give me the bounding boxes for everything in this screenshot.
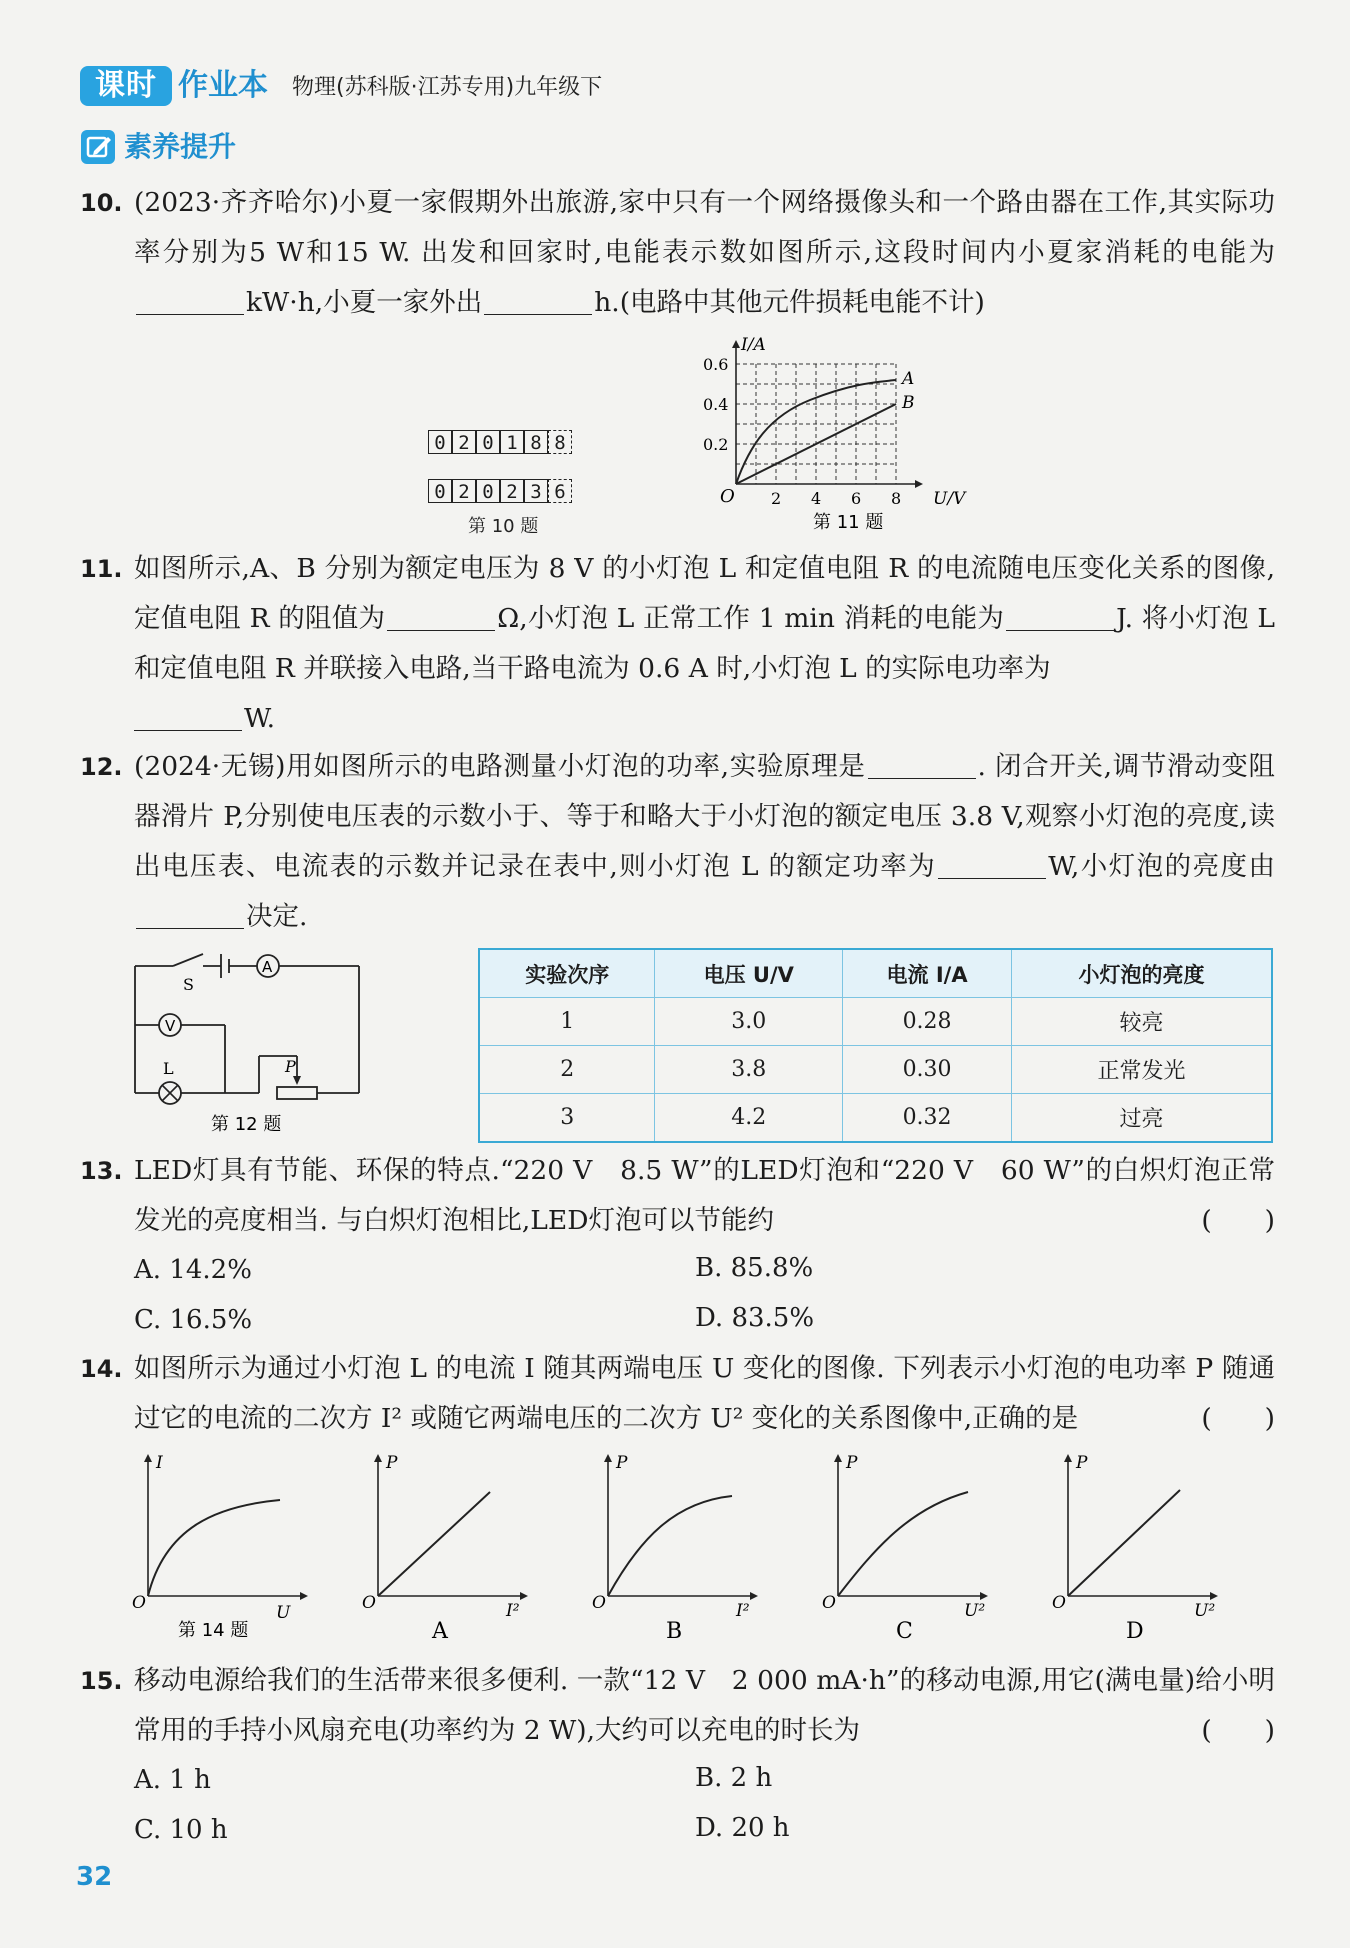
x-tick: 2 xyxy=(771,489,782,508)
question-12 xyxy=(80,742,1275,942)
column-header: 电压 U/V xyxy=(655,949,843,998)
meter-decimal-digit: 8 xyxy=(548,430,572,454)
column-header: 小灯泡的亮度 xyxy=(1012,949,1272,998)
answer-blank[interactable] xyxy=(136,288,244,315)
meter-digit: 2 xyxy=(452,479,476,503)
table-cell: 1 xyxy=(479,998,655,1046)
question-13 xyxy=(80,1146,1275,1246)
x-axis-label: I² xyxy=(736,1601,750,1621)
answer-blank[interactable] xyxy=(868,752,976,779)
question-text: (2023·齐齐哈尔)小夏一家假期外出旅游,家中只有一个网络摄像头和一个路由器在工作,其实际功率分别为5 W和15 W. 出发和回家时,电能表示数如图所示,这段时间内小夏家消耗的电能为 xyxy=(134,187,1275,268)
figure-caption: 第 12 题 xyxy=(211,1114,282,1135)
meter-digit: 2 xyxy=(452,430,476,454)
x-axis-label: U xyxy=(276,1603,291,1623)
answer-paren[interactable]: ( ) xyxy=(1201,1715,1275,1746)
option-a[interactable]: A. 1 h xyxy=(134,1765,211,1795)
question-10 xyxy=(80,178,1275,328)
option-c[interactable]: C. 16.5% xyxy=(134,1305,253,1335)
origin-label: O xyxy=(720,486,735,507)
question-number: 13. xyxy=(80,1157,123,1185)
answer-blank[interactable] xyxy=(938,852,1046,879)
answer-paren[interactable]: ( ) xyxy=(1201,1205,1275,1236)
option-b[interactable]: B. 85.8% xyxy=(695,1253,814,1283)
question-text: (2024·无锡)用如图所示的电路测量小灯泡的功率,实验原理是 xyxy=(134,751,866,782)
question-number: 14. xyxy=(80,1355,123,1383)
graph-option-d[interactable] xyxy=(1052,1453,1218,1644)
graph-iu xyxy=(132,1453,308,1641)
origin-label: O xyxy=(132,1593,146,1613)
column-header: 电流 I/A xyxy=(843,949,1012,998)
option-d[interactable]: D. 20 h xyxy=(695,1813,790,1843)
curve-a-label: A xyxy=(902,369,915,389)
origin-label: O xyxy=(362,1593,376,1613)
y-tick: 0.4 xyxy=(703,395,729,414)
meter-digit: 1 xyxy=(500,430,524,454)
brand-title: 作业本 xyxy=(178,68,268,103)
y-tick: 0.6 xyxy=(703,355,729,374)
voltmeter-label: V xyxy=(165,1017,176,1035)
meter-digit: 0 xyxy=(476,430,500,454)
table-cell: 3 xyxy=(479,1094,655,1143)
table-cell: 2 xyxy=(479,1046,655,1094)
figure-11 xyxy=(703,335,985,541)
graph-group xyxy=(120,1448,1270,1648)
x-axis-label: U/V xyxy=(933,489,966,509)
table-cell: 0.32 xyxy=(843,1094,1012,1143)
origin-label: O xyxy=(822,1593,836,1613)
question-text: LED灯具有节能、环保的特点.“220 V 8.5 W”的LED灯泡和“220 V 60 W”的白炽灯泡正常发光的亮度相当. 与白炽灯泡相比,LED灯泡可以节能约 xyxy=(134,1155,1275,1236)
answer-paren[interactable]: ( ) xyxy=(1201,1403,1275,1434)
x-axis-label: U² xyxy=(1194,1601,1216,1621)
answer-blank[interactable] xyxy=(136,902,244,929)
origin-label: O xyxy=(592,1593,606,1613)
section-title: 素养提升 xyxy=(124,130,237,163)
question-text: 如图所示,A、B 分别为额定电压为 8 V 的小灯泡 L 和定值电阻 R 的电流随电压变化关系的图像,定值电阻 R 的阻值为 xyxy=(134,553,1275,634)
table-row xyxy=(479,1094,1272,1143)
meter-digit: 0 xyxy=(476,479,500,503)
question-14 xyxy=(80,1344,1275,1444)
table-cell: 4.2 xyxy=(655,1094,843,1143)
book-subtitle: 物理(苏科版·江苏专用)九年级下 xyxy=(292,75,603,100)
x-tick: 4 xyxy=(811,489,822,508)
table-header-row xyxy=(479,949,1272,998)
option-d[interactable]: D. 83.5% xyxy=(695,1303,815,1333)
option-label: B xyxy=(666,1619,683,1644)
answer-blank[interactable] xyxy=(1006,604,1114,631)
lamp-label: L xyxy=(163,1059,174,1078)
logo-badge xyxy=(80,66,172,106)
question-text: h.(电路中其他元件损耗电能不计) xyxy=(594,287,985,318)
question-number: 10. xyxy=(80,189,123,217)
question-number: 12. xyxy=(80,753,123,781)
table-cell: 0.28 xyxy=(843,998,1012,1046)
option-label: A xyxy=(432,1619,448,1644)
table-cell: 较亮 xyxy=(1012,998,1272,1046)
switch-label: S xyxy=(183,975,194,994)
question-text: . 闭合开关,调节滑动变阻器滑片 P,分别使电压表的示数小于、等于和略大于小灯泡的额定电压 3.8 V,观察小灯泡的亮度,读出电压表、电流表的示数并记录在表中,则小灯泡 L 的额定功率为 xyxy=(134,751,1275,882)
slider-label: P xyxy=(285,1057,296,1076)
iv-graph xyxy=(703,335,985,541)
table-cell: 正常发光 xyxy=(1012,1046,1272,1094)
page-number: 32 xyxy=(76,1862,113,1892)
option-c[interactable]: C. 10 h xyxy=(134,1815,228,1845)
y-axis-label: P xyxy=(386,1453,398,1473)
logo-text: 课时 xyxy=(95,68,157,103)
figure-caption: 第 14 题 xyxy=(178,1620,249,1641)
energy-meter-figure xyxy=(428,428,588,538)
question-text: W. xyxy=(244,703,276,734)
x-axis-label: U² xyxy=(964,1601,986,1621)
option-a[interactable]: A. 14.2% xyxy=(134,1255,252,1285)
curve-b-label: B xyxy=(902,393,915,413)
y-axis-label: P xyxy=(1076,1453,1088,1473)
question-text: W,小灯泡的亮度由 xyxy=(1048,851,1275,882)
figure-caption: 第 10 题 xyxy=(468,516,539,537)
table-cell: 0.30 xyxy=(843,1046,1012,1094)
circuit-diagram xyxy=(125,948,375,1138)
answer-blank[interactable] xyxy=(134,704,242,731)
header xyxy=(80,64,980,110)
x-tick: 8 xyxy=(891,489,902,508)
column-header: 实验次序 xyxy=(479,949,655,998)
meter-digit: 3 xyxy=(524,479,548,503)
question-text: 如图所示为通过小灯泡 L 的电流 I 随其两端电压 U 变化的图像. 下列表示小灯泡的电功率 P 随通过它的电流的二次方 I² 或随它两端电压的二次方 U² 变化的关系图像中,正确的是 xyxy=(134,1353,1275,1434)
answer-blank[interactable] xyxy=(484,288,592,315)
question-text: 移动电源给我们的生活带来很多便利. 一款“12 V 2 000 mA·h”的移动电源,用它(满电量)给小明常用的手持小风扇充电(功率约为 2 W),大约可以充电的时长为 xyxy=(134,1665,1275,1746)
meter-reading-end xyxy=(428,479,588,505)
experiment-table xyxy=(478,948,1273,1143)
meter-reading-start xyxy=(428,430,588,456)
meter-digit: 0 xyxy=(428,430,452,454)
question-number: 11. xyxy=(80,555,123,583)
ammeter-label: A xyxy=(262,958,273,976)
question-15 xyxy=(80,1656,1275,1756)
meter-decimal-digit: 6 xyxy=(548,479,572,503)
origin-label: O xyxy=(1052,1593,1066,1613)
question-text: kW·h,小夏一家外出 xyxy=(246,287,483,318)
pencil-icon xyxy=(80,129,116,165)
x-tick: 6 xyxy=(851,489,862,508)
table-cell: 过亮 xyxy=(1012,1094,1272,1143)
question-number: 15. xyxy=(80,1667,123,1695)
x-axis-label: I² xyxy=(506,1601,520,1621)
meter-digit: 0 xyxy=(428,479,452,503)
graph-option-a[interactable] xyxy=(362,1453,528,1644)
meter-digit: 2 xyxy=(500,479,524,503)
question-text: Ω,小灯泡 L 正常工作 1 min 消耗的电能为 xyxy=(497,603,1005,634)
option-label: C xyxy=(896,1619,913,1644)
graph-option-c[interactable] xyxy=(822,1453,988,1644)
table-cell: 3.0 xyxy=(655,998,843,1046)
option-b[interactable]: B. 2 h xyxy=(695,1763,773,1793)
y-axis-label: P xyxy=(846,1453,858,1473)
y-tick: 0.2 xyxy=(703,435,729,454)
option-label: D xyxy=(1126,1619,1144,1644)
meter-digit: 8 xyxy=(524,430,548,454)
figure-caption: 第 11 题 xyxy=(813,512,884,533)
y-axis-label: P xyxy=(616,1453,628,1473)
y-axis-label: I xyxy=(156,1453,163,1473)
table-row xyxy=(479,1046,1272,1094)
y-axis-label: I/A xyxy=(741,335,766,355)
table-row xyxy=(479,998,1272,1046)
table-cell: 3.8 xyxy=(655,1046,843,1094)
answer-blank[interactable] xyxy=(387,604,495,631)
question-text: 决定. xyxy=(246,901,308,932)
graph-option-b[interactable] xyxy=(592,1453,758,1644)
question-text: J. 将小灯泡 L 和定值电阻 R 并联接入电路,当干路电流为 0.6 A 时,小灯泡 L 的实际电功率为 xyxy=(134,603,1275,684)
question-11 xyxy=(80,544,1275,744)
